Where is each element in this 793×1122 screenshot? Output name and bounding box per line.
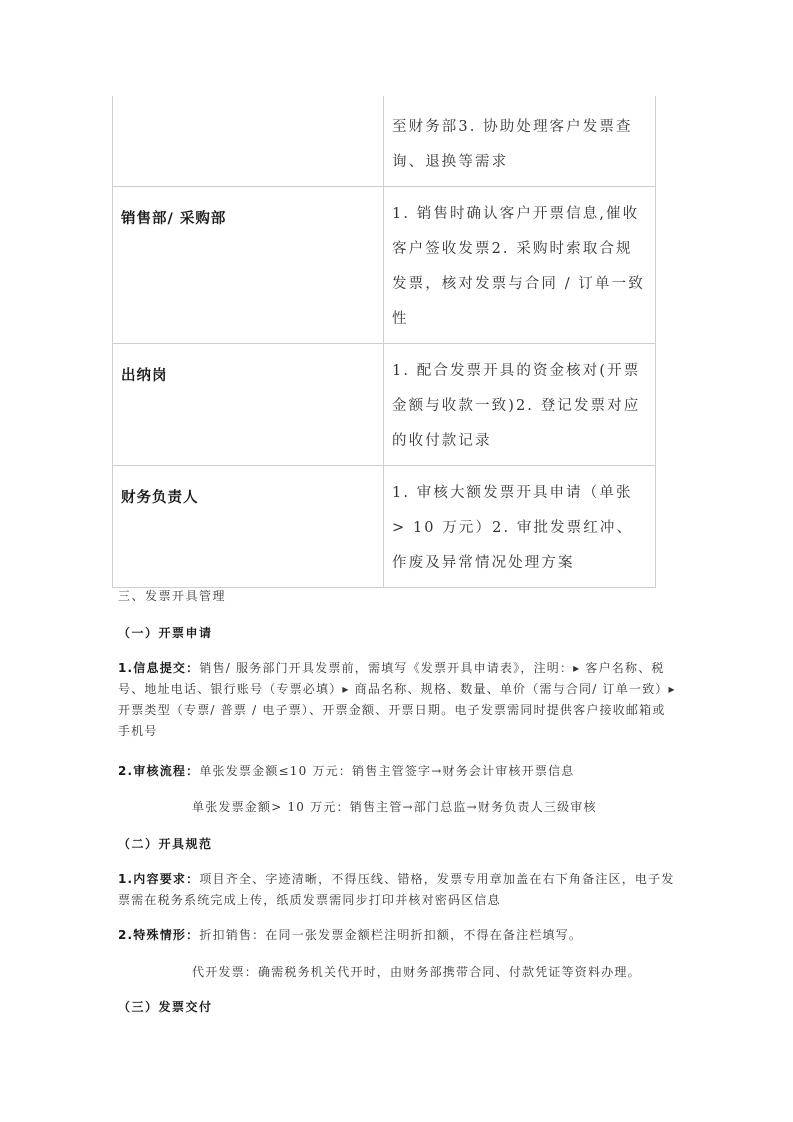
role-name: 销售部/ 采购部	[121, 211, 227, 227]
bold-label: 1.信息提交：	[118, 661, 200, 675]
subsection-heading-1: （一）开票申请	[118, 626, 213, 640]
paragraph-text: 折扣销售：在同一张发票金额栏注明折扣额，不得在备注栏填写。	[199, 928, 583, 942]
responsibility-table	[112, 96, 656, 588]
paragraph-text: 项目齐全、字迹清晰，不得压线、错格，发票专用章加盖在右下角备注区，电子发票需在税务系统完成上传，纸质发票需同步打印并核对密码区信息	[118, 872, 675, 907]
duty-cell	[384, 96, 656, 187]
role-name: 财务负责人	[121, 490, 199, 506]
role-name: 出纳岗	[121, 368, 168, 384]
subsection-heading-2: （二）开具规范	[118, 837, 213, 851]
table-row	[113, 96, 656, 187]
bold-label: 2.审核流程：	[118, 764, 200, 778]
paragraph-review-flow-cont: 单张发票金额> 10 万元：销售主管→部门总监→财务负责人三级审核	[192, 800, 597, 814]
duty-text: 1. 审核大额发票开具申请（单张 > 10 万元）2. 审批发票红冲、作废及异常情况处理方案	[392, 485, 634, 571]
paragraph-content-req	[118, 869, 676, 911]
role-cell	[113, 466, 384, 588]
section-title: 三、发票开具管理	[118, 589, 227, 603]
bold-label: 1.内容要求：	[118, 872, 200, 886]
duty-cell	[384, 187, 656, 344]
paragraph-special-case	[118, 925, 676, 946]
table-row	[113, 344, 656, 466]
role-cell	[113, 344, 384, 466]
duty-text: 至财务部3. 协助处理客户发票查询、退换等需求	[392, 119, 633, 170]
bold-label: 2.特殊情形：	[118, 928, 200, 942]
paragraph-review-flow	[118, 761, 676, 782]
table-row	[113, 187, 656, 344]
table-row	[113, 466, 656, 588]
role-name	[113, 96, 383, 116]
duty-cell	[384, 344, 656, 466]
duty-cell	[384, 466, 656, 588]
paragraph-text: 单张发票金额≤10 万元：销售主管签字→财务会计审核开票信息	[199, 764, 575, 778]
role-cell	[113, 96, 384, 187]
duty-text: 1. 配合发票开具的资金核对(开票金额与收款一致)2. 登记发票对应的收付款记录	[392, 363, 641, 449]
subsection-heading-3: （三）发票交付	[118, 1000, 213, 1014]
paragraph-info-submit	[118, 658, 676, 742]
paragraph-special-case-cont: 代开发票：确需税务机关代开时，由财务部携带合同、付款凭证等资料办理。	[192, 965, 641, 979]
duty-text: 1. 销售时确认客户开票信息,催收客户签收发票2. 采购时索取合规发票，核对发票与合同 / 订单一致性	[392, 206, 645, 327]
paragraph-text: 销售/ 服务部门开具发票前，需填写《发票开具申请表》，注明：▸ 客户名称、税号、地址电话、银行账号（专票必填）▸ 商品名称、规格、数量、单价（需与合同/ 订单一致）▸ 开票类型（专票/ 普票 / 电子票）、开票金额、开票日期。电子发票需同时提供客户接收邮箱或手机号	[118, 661, 676, 738]
role-cell	[113, 187, 384, 344]
